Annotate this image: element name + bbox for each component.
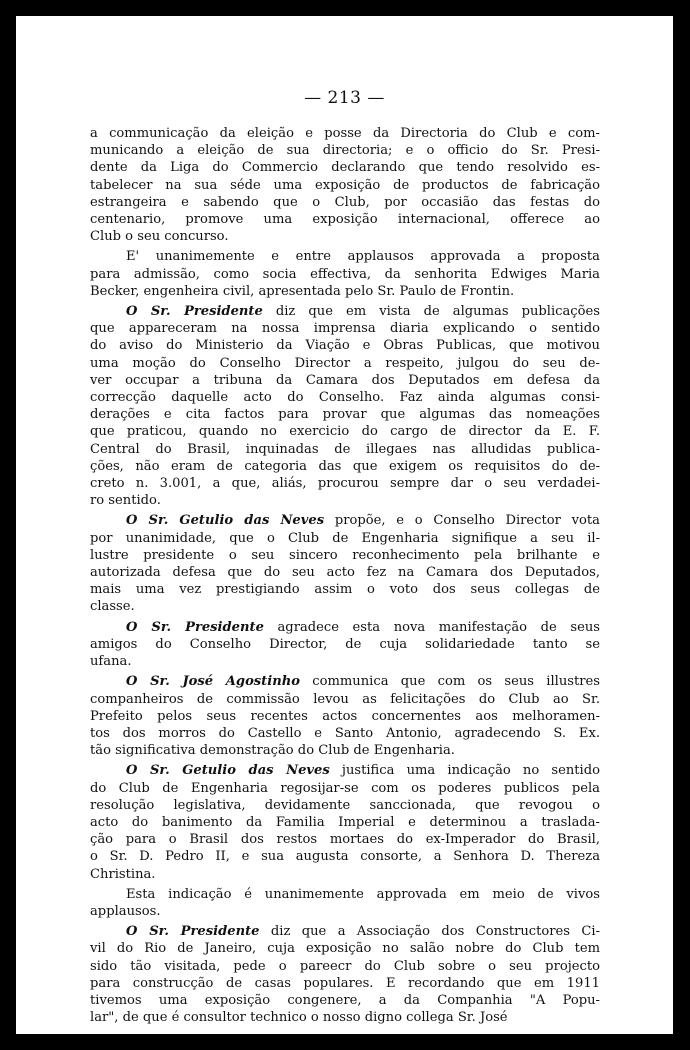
line-text: estrangeira e sabendo que o Club, por occasião das festas do [90, 194, 600, 210]
line-text: tabelecer na sua séde uma exposição de productos de fabricação [90, 177, 600, 193]
text-line [90, 159, 600, 176]
line-text: correcção daquelle acto do Conselho. Faz ainda algumas consi- [90, 390, 600, 406]
text-line [90, 725, 600, 742]
text-line [90, 441, 600, 458]
text-line [90, 211, 600, 228]
speaker-name: O Sr. Getulio das Neves [126, 763, 330, 779]
text-line [90, 492, 600, 509]
text-line [90, 283, 600, 300]
book-page [16, 16, 673, 1034]
text-line [90, 194, 600, 211]
text-line [90, 780, 600, 797]
text-line [90, 992, 600, 1009]
paragraph [90, 248, 600, 300]
line-text: diz que em vista de algumas publicações [262, 304, 600, 320]
line-text: ufana. [90, 654, 132, 670]
line-text: do Club de Engenharia regosijar-se com os poderes publicos pela [90, 780, 600, 796]
line-text: ção para o Brasil dos restos mortaes do ex-Imperador do Brasil, [90, 832, 600, 848]
line-text: justifica uma indicação no sentido [329, 763, 600, 779]
paragraph [90, 512, 600, 615]
page-number: — 213 — [304, 88, 385, 108]
line-text: communica que com os seus illustres [299, 674, 600, 690]
text-line [90, 248, 600, 265]
line-text: ro sentido. [90, 493, 161, 509]
text-line [90, 903, 600, 920]
line-text: para admissão, como socia effectiva, da senhorita Edwiges Maria [90, 266, 600, 282]
text-line [90, 337, 600, 354]
speaker-name: O Sr. Getulio das Neves [126, 513, 325, 529]
line-text: vil do Rio de Janeiro, cuja exposição no salão nobre do Club tem [90, 941, 600, 957]
speaker-name: O Sr. Presidente [126, 924, 260, 940]
text-line [90, 619, 600, 636]
text-line [90, 475, 600, 492]
text-line [90, 923, 600, 940]
line-text: resolução legislativa, devidamente sanccionada, que revogou o [90, 797, 600, 813]
line-text: tos dos morros do Castello e Santo Antonio, agradecendo S. Ex. [90, 725, 600, 741]
text-line [90, 848, 600, 865]
text-line [90, 177, 600, 194]
text-line [90, 636, 600, 653]
line-text: ver occupar a tribuna da Camara dos Deputados em defesa da [90, 372, 600, 388]
text-line [90, 831, 600, 848]
text-line [90, 547, 600, 564]
line-text: centenario, promove uma exposição internacional, offerece ao [90, 212, 600, 228]
text-line [90, 389, 600, 406]
line-text: applausos. [90, 903, 161, 919]
text-line [90, 866, 600, 883]
paragraph [90, 303, 600, 509]
line-text: acto do banimento da Familia Imperial e determinou a traslada- [90, 814, 600, 830]
text-line [90, 320, 600, 337]
paragraph [90, 619, 600, 671]
paragraph [90, 673, 600, 759]
line-text: para construcção de casas populares. E recordando que em 1911 [90, 975, 600, 991]
text-line [90, 406, 600, 423]
text-line [90, 940, 600, 957]
body-text [90, 125, 600, 1029]
text-line [90, 742, 600, 759]
text-line [90, 266, 600, 283]
text-line [90, 530, 600, 547]
line-text: municando a eleição de sua directoria; e o officio do Sr. Presi- [90, 143, 600, 159]
line-text: tivemos uma exposição congenere, a da Companhia "A Popu- [90, 992, 600, 1008]
line-text: Central do Brasil, inquinadas de illegaes nas alludidas publica- [90, 441, 600, 457]
line-text: creto n. 3.001, a que, aliás, procurou sempre dar o seu verdadei- [90, 476, 600, 492]
line-text: amigos do Conselho Director, de cuja solidariedade tanto se [90, 636, 600, 652]
line-text: lustre presidente o seu sincero reconhecimento pela brilhante e [90, 547, 600, 563]
text-line [90, 886, 600, 903]
paragraph [90, 923, 600, 1026]
text-line [90, 708, 600, 725]
line-text: a communicação da eleição e posse da Directoria do Club e com- [90, 126, 600, 141]
line-text: companheiros de commissão levou as felicitações do Club ao Sr. [90, 691, 600, 707]
text-line [90, 814, 600, 831]
line-text: autorizada defesa que do seu acto fez na Camara dos Deputados, [90, 565, 600, 581]
text-line [90, 512, 600, 529]
line-text: Christina. [90, 866, 156, 882]
text-line [90, 125, 600, 142]
text-line [90, 458, 600, 475]
text-line [90, 975, 600, 992]
line-text: Club o seu concurso. [90, 229, 229, 245]
line-text: por unanimidade, que o Club de Engenharia signifique a seu il- [90, 530, 600, 546]
line-text: o Sr. D. Pedro II, e sua augusta consorte, a Senhora D. Thereza [90, 849, 600, 865]
line-text: do aviso do Ministerio da Viação e Obras Publicas, que motivou [90, 338, 600, 354]
paragraph [90, 762, 600, 882]
line-text: tão significativa demonstração do Club de Engenharia. [90, 743, 455, 759]
line-text: Prefeito pelos seus recentes actos concernentes aos melhoramen- [90, 708, 600, 724]
text-line [90, 653, 600, 670]
line-text: Becker, engenheira civil, apresentada pelo Sr. Paulo de Frontin. [90, 283, 515, 299]
text-line [90, 355, 600, 372]
line-text: mais uma vez prestigiando assim o voto dos seus collegas de [90, 582, 600, 598]
text-line [90, 1009, 600, 1026]
text-line [90, 797, 600, 814]
text-line [90, 598, 600, 615]
text-line [90, 423, 600, 440]
line-text: derações e cita factos para provar que algumas das nomeações [90, 407, 600, 423]
text-line [90, 691, 600, 708]
line-text: lar", de que é consultor technico o nosso digno collega Sr. José [90, 1010, 508, 1026]
line-text: dente da Liga do Commercio declarando que tendo resolvido es- [90, 160, 600, 176]
text-line [90, 228, 600, 245]
line-text: Esta indicação é unanimemente approvada em meio de vivos [126, 886, 600, 902]
line-text: classe. [90, 599, 135, 615]
line-text: agradece esta nova manifestação de seus [263, 619, 600, 635]
text-line [90, 564, 600, 581]
line-text: que appareceram na nossa imprensa diaria explicando o sentido [90, 321, 600, 337]
text-line [90, 372, 600, 389]
text-line [90, 673, 600, 690]
paragraph [90, 886, 600, 920]
text-line [90, 303, 600, 320]
speaker-name: O Sr. Presidente [126, 619, 264, 635]
text-line [90, 142, 600, 159]
line-text: propõe, e o Conselho Director vota [324, 513, 600, 529]
line-text: E' unanimemente e entre applausos approvada a proposta [126, 249, 600, 265]
line-text: uma moção do Conselho Director a respeito, julgou do seu de- [90, 355, 600, 371]
line-text: que praticou, quando no exercicio do cargo de director da E. F. [90, 424, 600, 440]
line-text: sido tão visitada, pede o pareecr do Club sobre o seu projecto [90, 958, 600, 974]
line-text: ções, não eram de categoria das que exigem os requisitos do de- [90, 458, 600, 474]
speaker-name: O Sr. Presidente [126, 304, 263, 320]
line-text: diz que a Associação dos Constructores Ci- [259, 924, 600, 940]
text-line [90, 958, 600, 975]
text-line [90, 762, 600, 779]
speaker-name: O Sr. José Agostinho [126, 674, 300, 690]
text-line [90, 581, 600, 598]
paragraph [90, 125, 600, 245]
